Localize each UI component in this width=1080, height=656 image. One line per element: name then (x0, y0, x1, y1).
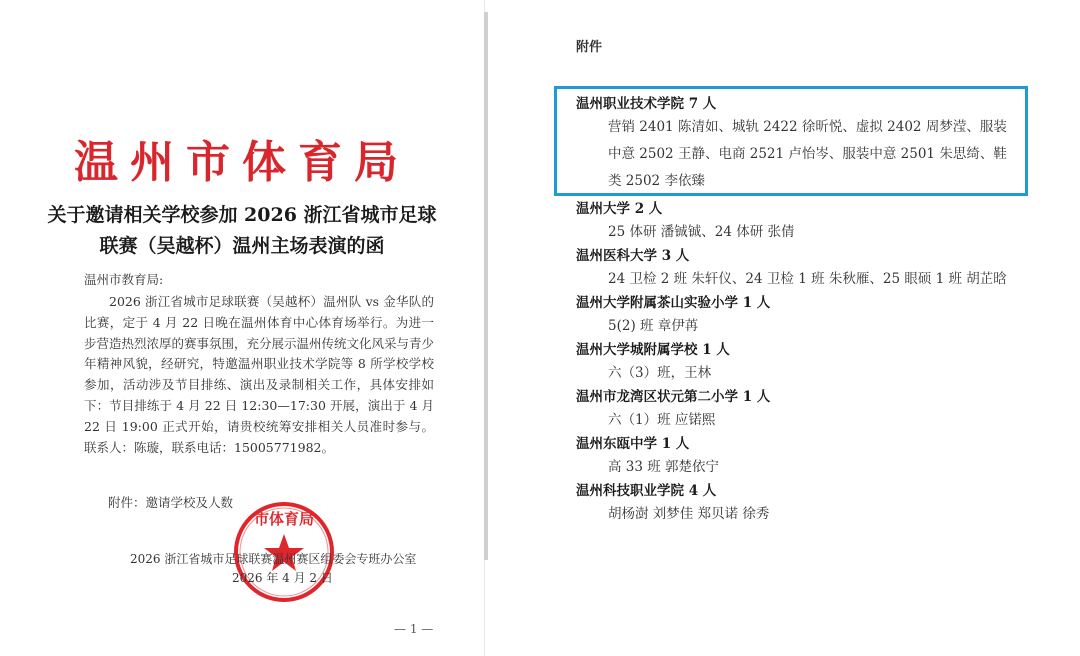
page-number: — 1 — (394, 622, 434, 636)
left-document-page (0, 0, 485, 656)
attachment-heading: 附件 (576, 40, 603, 55)
school-members: 胡杨澍 刘梦佳 郑贝诺 徐秀 (608, 506, 770, 522)
school-list (576, 94, 1016, 528)
letter-body: 2026 浙江省城市足球联赛（吴越杯）温州队 vs 金华队的比赛，定于 4 月 22 日晚在温州体育中心体育场举行。为进一步营造热烈浓厚的赛事氛围，充分展示温州传统文化风采与青少年精神风貌，经研究，特邀温州职业技术学院等 8 所学校学校参加，活动涉及节目排练、演出及录制相关工作，具体安排如下：节目排练于 4 月 22 日 12:30—17:30 开展，演出于 4 月 22 日 19:00 正式开始，请贵校统筹安排相关人员准时参与。联系人：陈璇，联系电话：15005771982。 (84, 294, 435, 455)
school-entry (576, 199, 1016, 246)
school-name: 温州医科大学 3 人 (576, 248, 690, 264)
school-entry (576, 94, 1016, 195)
school-name: 温州市龙湾区状元第二小学 1 人 (576, 389, 771, 405)
school-name: 温州大学城附属学校 1 人 (576, 342, 730, 358)
page-divider (484, 12, 488, 560)
school-entry (576, 387, 1016, 434)
school-entry (576, 481, 1016, 528)
school-name: 温州大学附属茶山实验小学 1 人 (576, 295, 771, 311)
recipient-line: 温州市教育局: (84, 272, 164, 287)
school-name: 温州东瓯中学 1 人 (576, 436, 690, 452)
issuer-header: 温州市体育局 (74, 137, 410, 188)
school-members: 六（3）班，王林 (608, 365, 712, 381)
school-members: 24 卫检 2 班 朱轩仪、24 卫检 1 班 朱秋雁、25 眼硕 1 班 胡芷晗 (608, 271, 1007, 287)
signing-organization: 2026 浙江省城市足球联赛温州赛区组委会专班办公室 (130, 552, 417, 566)
school-members: 营销 2401 陈清如、城轨 2422 徐昕悦、虚拟 2402 周梦滢、服装中意 2502 王静、电商 2521 卢怡岑、服装中意 2501 朱思绮、鞋类 2502 李依臻 (608, 119, 1007, 189)
school-name: 温州大学 2 人 (576, 201, 663, 217)
school-name: 温州职业技术学院 7 人 (576, 96, 717, 112)
attachment-note: 附件：邀请学校及人数 (108, 495, 234, 510)
seal-text: 市体育局 (253, 510, 315, 528)
document-title: 关于邀请相关学校参加 2026 浙江省城市足球联赛（吴越杯）温州主场表演的函 (47, 204, 437, 257)
school-members: 25 体研 潘铖铖、24 体研 张倩 (608, 224, 795, 240)
school-entry (576, 434, 1016, 481)
school-name: 温州科技职业学院 4 人 (576, 483, 717, 499)
school-members: 六（1）班 应锘熙 (608, 412, 716, 428)
school-members: 高 33 班 郭楚依宁 (608, 459, 720, 475)
school-entry (576, 246, 1016, 293)
signing-date: 2026 年 4 月 2 日 (232, 571, 333, 585)
school-entry (576, 293, 1016, 340)
right-attachment-page (490, 0, 1080, 656)
school-members: 5(2) 班 章伊苒 (608, 318, 699, 334)
school-entry (576, 340, 1016, 387)
